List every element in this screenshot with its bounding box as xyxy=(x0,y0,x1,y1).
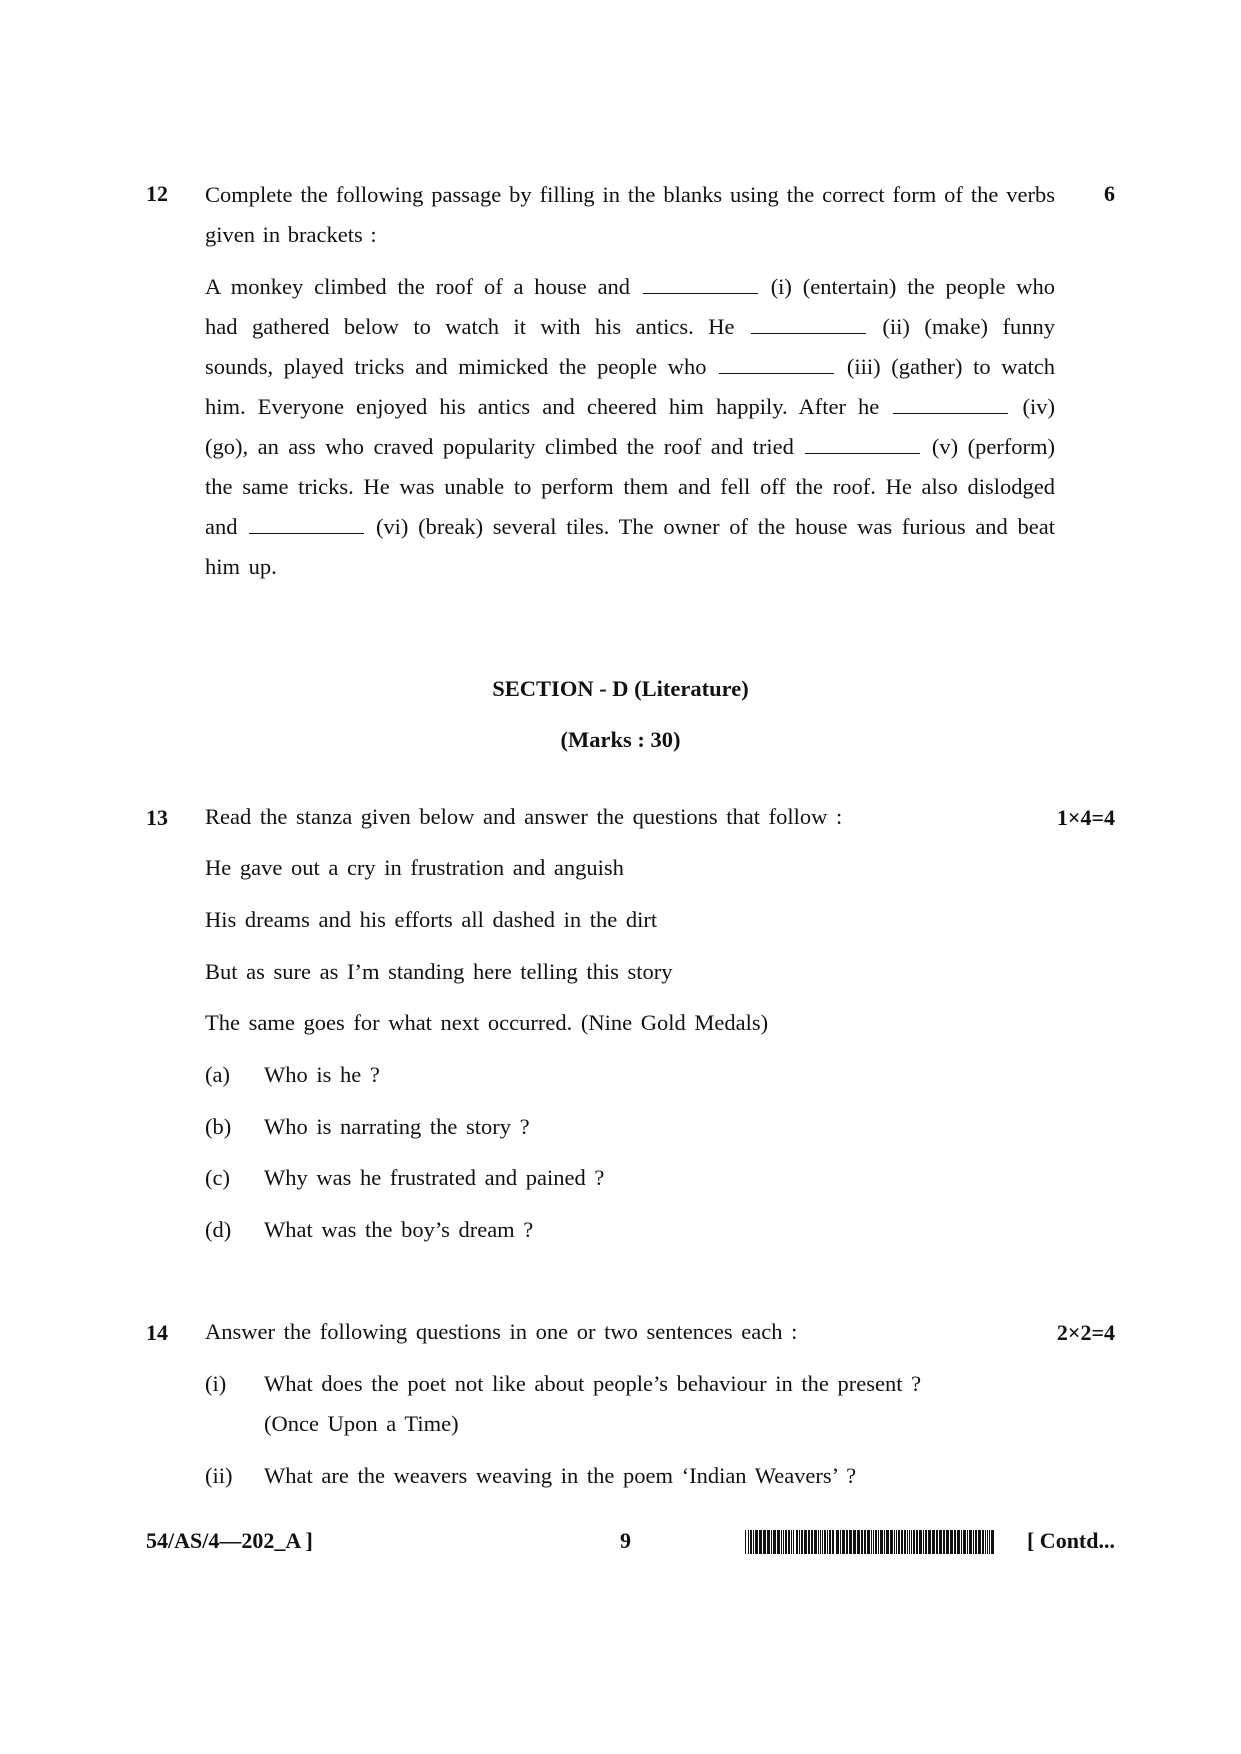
sub-question-text: What was the boy’s dream ? xyxy=(264,1217,534,1242)
stanza-line: His dreams and his efforts all dashed in the dirt xyxy=(205,907,658,932)
sub-question-text: What does the poet not like about people’s behaviour in the present ? xyxy=(264,1371,922,1396)
answer-blank[interactable] xyxy=(805,452,920,454)
passage-segment: (iii) (gather) to watch him. Everyone enjoyed his antics and cheered him happily. After he xyxy=(205,354,1056,419)
question-number-14: 14 xyxy=(146,1320,168,1345)
answer-blank[interactable] xyxy=(893,412,1008,414)
sub-question-text: (Once Upon a Time) xyxy=(264,1411,459,1436)
barcode-image xyxy=(745,1530,997,1554)
question-14-instruction: Answer the following questions in one or two sentences each : xyxy=(205,1319,798,1344)
stanza-line: He gave out a cry in frustration and anguish xyxy=(205,855,624,880)
passage-segment: (v) (perform) the same tricks. He was unable to perform them and fell off the roof. He also dislodged and xyxy=(205,434,1056,539)
paper-code: 54/AS/4—202_A ] xyxy=(146,1528,313,1553)
sub-question-text: Why was he frustrated and pained ? xyxy=(264,1165,605,1190)
passage-segment: (ii) (make) funny sounds, played tricks and mimicked the people who xyxy=(205,314,1055,379)
passage-segment: (vi) (break) several tiles. The owner of the house was furious and beat him up. xyxy=(205,514,1055,579)
sub-question-label: (c) xyxy=(205,1165,230,1190)
sub-question-text: Who is narrating the story ? xyxy=(264,1114,530,1139)
sub-question-label: (a) xyxy=(205,1062,230,1087)
sub-question-label: (d) xyxy=(205,1217,232,1242)
answer-blank[interactable] xyxy=(751,332,866,334)
sub-question-label: (ii) xyxy=(205,1463,233,1488)
answer-blank[interactable] xyxy=(643,292,758,294)
passage-segment: (i) (entertain) the people who had gathered below to watch it with his antics. He xyxy=(205,274,1056,339)
answer-blank[interactable] xyxy=(719,372,834,374)
sub-question-label: (i) xyxy=(205,1371,227,1396)
question-12-instruction: Complete the following passage by filling in the blanks using the correct form of the verbs given in brackets : xyxy=(205,182,1055,247)
question-number-12: 12 xyxy=(146,181,168,206)
sub-question-text: What are the weavers weaving in the poem ‘Indian Weavers’ ? xyxy=(264,1463,857,1488)
question-13-instruction: Read the stanza given below and answer the questions that follow : xyxy=(205,804,843,829)
question-14-marks: 2×2=4 xyxy=(1056,1320,1115,1345)
fill-in-passage xyxy=(205,267,1055,587)
sub-question-text: Who is he ? xyxy=(264,1062,380,1087)
answer-blank[interactable] xyxy=(249,532,364,534)
stanza-line: The same goes for what next occurred. (Nine Gold Medals) xyxy=(205,1010,769,1035)
section-marks: (Marks : 30) xyxy=(560,727,681,752)
continued-label: [ Contd... xyxy=(1026,1528,1115,1553)
section-title: SECTION - D (Literature) xyxy=(492,676,749,701)
stanza-line: But as sure as I’m standing here telling this story xyxy=(205,959,673,984)
question-12-marks: 6 xyxy=(1104,181,1115,206)
question-number-13: 13 xyxy=(146,805,168,830)
question-13-marks: 1×4=4 xyxy=(1056,805,1115,830)
sub-question-label: (b) xyxy=(205,1114,232,1139)
passage-segment: (iv) (go), an ass who craved popularity climbed the roof and tried xyxy=(205,394,1056,459)
page-number: 9 xyxy=(620,1528,631,1553)
passage-segment: A monkey climbed the roof of a house and xyxy=(205,274,631,299)
